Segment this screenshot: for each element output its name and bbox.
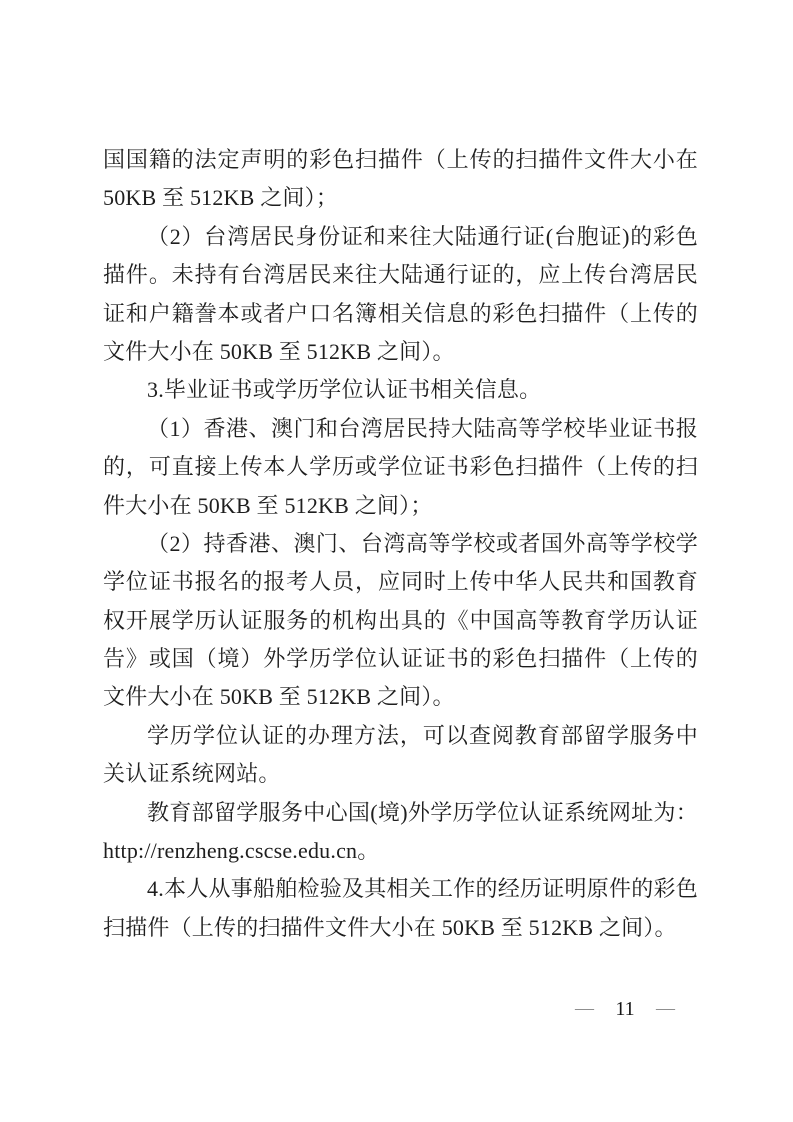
text-line: 教育部留学服务中心国(境)外学历学位认证系统网址为： (147, 799, 698, 825)
text-line: 文件大小在 50KB 至 512KB 之间）。 (103, 684, 455, 710)
text-line: 文件大小在 50KB 至 512KB 之间）。 (103, 338, 455, 364)
text-line: 4.本人从事船舶检验及其相关工作的经历证明原件的彩色 (147, 876, 698, 902)
text-line: 50KB 至 512KB 之间）； (103, 185, 339, 211)
text-line: 关认证系统网站。 (103, 761, 281, 787)
text-line: （2）台湾居民身份证和来往大陆通行证(台胞证)的彩色 (147, 223, 698, 249)
page-number-dash-right: — (655, 998, 675, 1019)
text-line: （2）持香港、澳门、台湾高等学校或者国外高等学校学 (147, 530, 698, 556)
text-line: （1）香港、澳门和台湾居民持大陆高等学校毕业证书报 (147, 415, 698, 441)
text-line: 国国籍的法定声明的彩色扫描件（上传的扫描件文件大小在 (103, 147, 698, 172)
document-body (103, 141, 698, 947)
text-line: 学位证书报名的报考人员，应同时上传中华人民共和国教育 (103, 569, 698, 595)
text-line: 的，可直接上传本人学历或学位证书彩色扫描件（上传的扫 (103, 454, 698, 480)
text-line: 告》或国（境）外学历学位认证证书的彩色扫描件（上传的 (103, 646, 698, 672)
page-number: 11 (615, 998, 635, 1020)
text-line: 3.毕业证书或学历学位认证书相关信息。 (147, 377, 542, 403)
text-line: 描件。未持有台湾居民来往大陆通行证的，应上传台湾居民 (103, 262, 698, 288)
text-line: 扫描件（上传的扫描件文件大小在 50KB 至 512KB 之间）。 (103, 914, 677, 940)
text-line: http://renzheng.cscse.edu.cn。 (103, 838, 380, 864)
text-line: 权开展学历认证服务的机构出具的《中国高等教育学历认证 (103, 607, 698, 633)
page-number-dash-left: — (575, 998, 594, 1019)
text-line: 证和户籍誊本或者户口名簿相关信息的彩色扫描件（上传的 (103, 300, 698, 326)
text-line: 学历学位认证的办理方法，可以查阅教育部留学服务中 (147, 722, 698, 748)
text-line: 件大小在 50KB 至 512KB 之间）； (103, 492, 433, 518)
page-footer (575, 995, 675, 1023)
